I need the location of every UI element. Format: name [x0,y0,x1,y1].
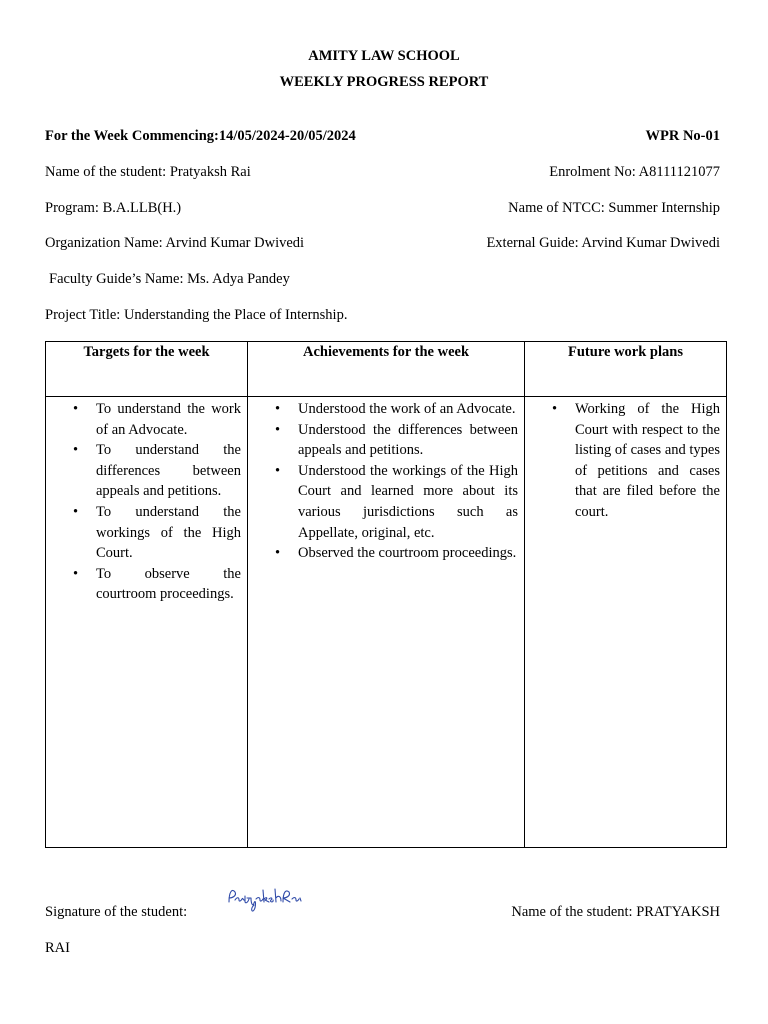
project-row [45,307,720,324]
wpr-number: WPR No-01 [645,128,720,144]
list-item: • Understood the work of an Advocate. [248,399,524,420]
organization-row [45,235,720,252]
program-row [45,200,720,217]
list-item: • Understood the differences between appeals and petitions. [248,420,524,461]
list-item: • To understand the differences between appeals and petitions. [46,440,247,502]
list-item: • To understand the workings of the High Court. [46,502,247,564]
faculty-row [49,271,724,288]
achievements-cell [248,397,525,848]
targets-list [46,397,247,605]
future-cell [525,397,727,848]
signature-image [226,886,306,914]
faculty-guide: Faculty Guide’s Name: Ms. Adya Pandey [49,271,290,287]
week-commencing: For the Week Commencing:14/05/2024-20/05/2024 [45,128,356,144]
project-title: Project Title: Understanding the Place of Internship. [45,307,348,323]
list-item: • Working of the High Court with respect to the listing of cases and types of petitions and cases that are filed before the court. [525,399,726,523]
future-list [525,397,726,523]
achievements-list [248,397,524,564]
table-header-row [46,342,727,397]
achievements-header: Achievements for the week [248,342,525,397]
week-row [45,128,720,145]
report-title: WEEKLY PROGRESS REPORT [279,74,489,90]
student-row [45,164,720,181]
targets-cell [46,397,248,848]
signature-label: Signature of the student: [45,904,188,920]
ntcc-name: Name of NTCC: Summer Internship [508,200,720,216]
student-name: Name of the student: Pratyaksh Rai [45,164,251,180]
future-header: Future work plans [525,342,727,397]
progress-table [45,341,727,848]
student-name-footer-cont: RAI [45,940,70,956]
list-item: • To understand the work of an Advocate. [46,399,247,440]
table-body-row [46,397,727,848]
targets-header: Targets for the week [46,342,248,397]
enrolment-number: Enrolment No: A8111121077 [549,164,720,180]
list-item: • To observe the courtroom proceedings. [46,564,247,605]
list-item: • Understood the workings of the High Court and learned more about its various jurisdictions such as Appellate, original, etc. [248,461,524,543]
list-item: • Observed the courtroom proceedings. [248,543,524,564]
external-guide: External Guide: Arvind Kumar Dwivedi [486,235,720,251]
school-title: AMITY LAW SCHOOL [308,48,460,64]
student-name-footer: Name of the student: PRATYAKSH [511,904,720,920]
organization-name: Organization Name: Arvind Kumar Dwivedi [45,235,305,251]
program: Program: B.A.LLB(H.) [45,200,182,216]
